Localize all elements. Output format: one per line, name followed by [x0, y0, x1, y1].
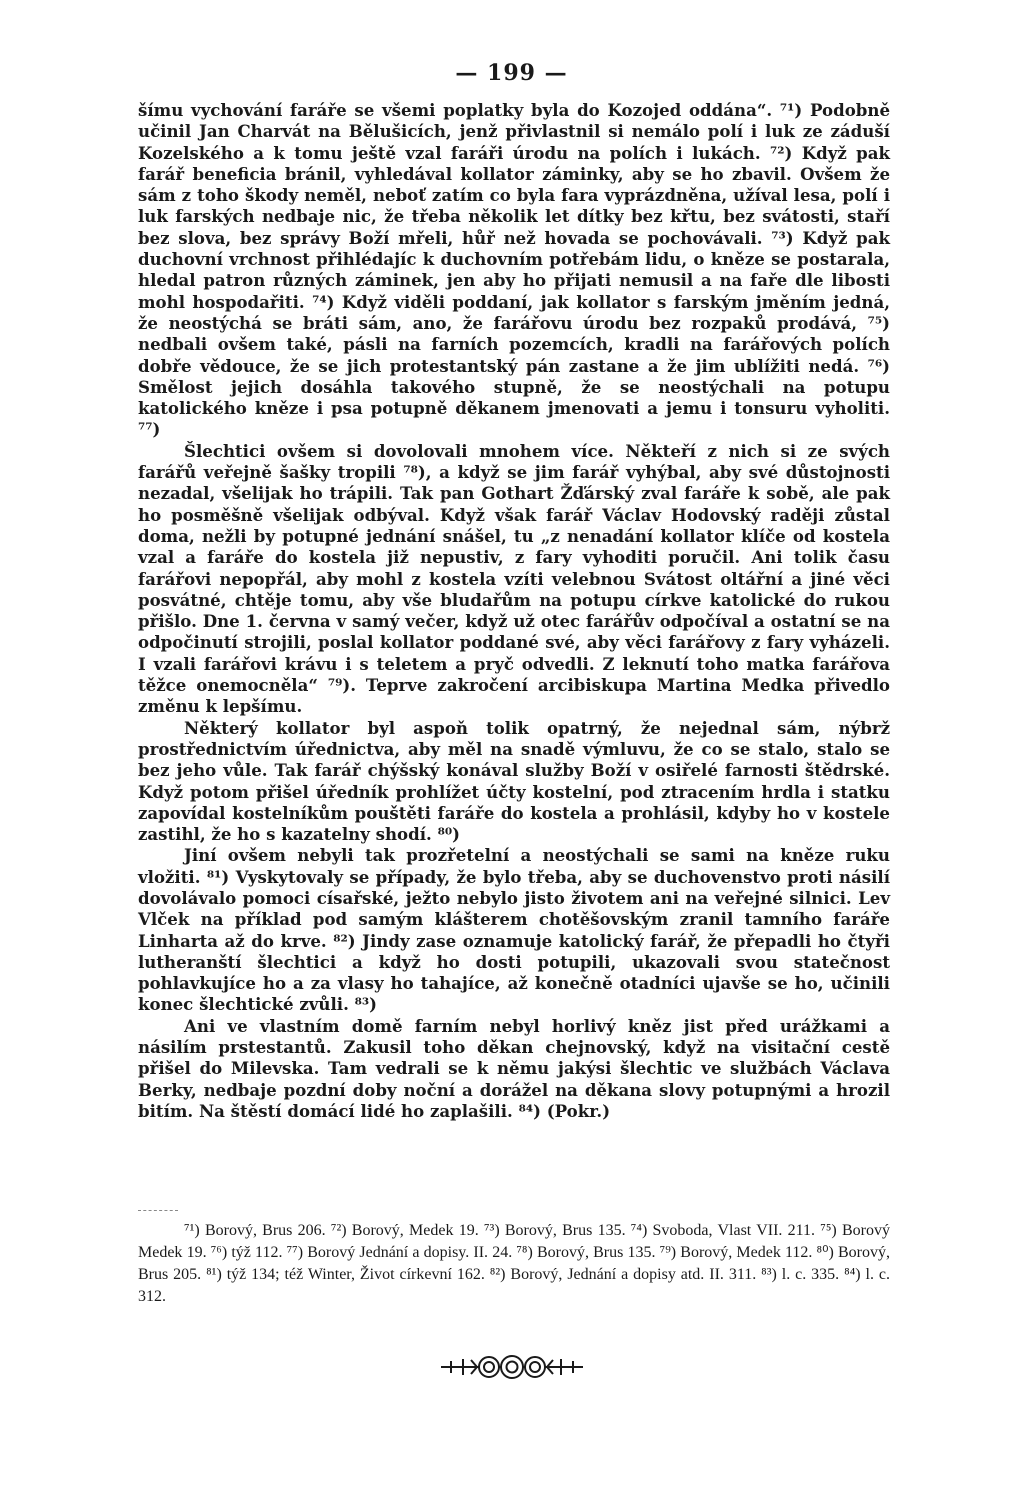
paragraph: Jiní ovšem nebyli tak prozřetelní a neostýchali se sami na kněze ruku vložiti. ⁸¹) Vyskytovaly se případy, že bylo třeba, aby se duchovenstvo proti násilí dovolávalo pomoci císařské, ježto nebylo jisto životem ani na veřejné silnici. Lev Vlček na příklad pod samým klášterem chotěšovským zranil tamního faráře Linharta až do krve. ⁸²) Jindy zase oznamuje katolický farář, že přepadli ho čtyři lutheranští šlechtici a když ho dosti potupili, ukazovali svou statečnost pohlavkujíce ho a za vlasy ho tahajíce, až konečně otadníci ujavše se ho, učinili konec šlechtické zvůli. ⁸³) — [138, 845, 890, 1015]
footnote-separator — [138, 1210, 178, 1211]
page-number: — 199 — — [455, 60, 568, 86]
footnote-text: ⁷¹) Borový, Brus 206. ⁷²) Borový, Medek 19. ⁷³) Borový, Brus 135. ⁷⁴) Svoboda, Vlast VII. 211. ⁷⁵) Borový Medek 19. ⁷⁶) týž 112. ⁷⁷) Borový Jednání a dopisy. II. 24. ⁷⁸) Borový, Brus 135. ⁷⁹) Borový, Medek 112. ⁸⁰) Borový, Brus 205. ⁸¹) týž 134; též Winter, Život církevní 162. ⁸²) Borový, Jednání a dopisy atd. II. 311. ⁸³) l. c. 335. ⁸⁴) l. c. 312. — [138, 1222, 890, 1305]
paragraph: šímu vychování faráře se všemi poplatky byla do Kozojed oddána“. ⁷¹) Podobně učinil Jan Charvát na Bělušicích, jenž přivlastnil si nemálo polí i luk ze záduší Kozelského a k tomu ještě vzal faráři úrodu na polích i lukách. ⁷²) Když pak farář beneficia bránil, vyhledával kollator záminky, aby se ho zbavil. Ovšem že sám z toho škody neměl, neboť zatím co byla fara vyprázdněna, užíval lesa, polí i luk farských nedbaje nic, že třeba několik let dítky bez křtu, bez svátosti, staří bez slova, bez správy Boží mřeli, hůř než hovada se pochovávali. ⁷³) Když pak duchovní vrchnost přihlédajíc k duchovním potřebám lidu, o kněze se postarala, hledal patron různých záminek, jen aby ho přijati nemusil a na faře dle libosti mohl hospodařiti. ⁷⁴) Když viděli poddaní, jak kollator s farským jměním jedná, že neostýchá se bráti sám, ano, že farářovu úrodu bez rozpaků prodává, ⁷⁵) nedbali ovšem také, pásli na farních pozemcích, kradli na farářových polích dobře vědouce, že se jich protestantský pán zastane a že jim ublížiti nedá. ⁷⁶) Smělost jejich dosáhla takového stupně, že se neostýchali na potupu katolického kněze i psa potupně děkanem jmenovati a jemu i tonsuru vyholiti. ⁷⁷) — [138, 100, 890, 440]
body-text — [138, 100, 890, 1122]
footnotes — [138, 1220, 890, 1308]
paragraph: Některý kollator byl aspoň tolik opatrný, že nejednal sám, nýbrž prostřednictvím úřednictva, aby měl na snadě výmluvu, že co se stalo, stalo se bez jeho vůle. Tak farář chýšský konával služby Boží v osiřelé farnosti štědrské. Když potom přišel úředník prohlížet účty kostelní, pod ztracením hrdla i statku zapovídal kostelníkům pouštěti faráře do kostela a prohlásil, kdyby ho v kostele zastihl, že ho s kazatelny shodí. ⁸⁰) — [138, 717, 890, 845]
paragraph: Ani ve vlastním domě farním nebyl horlivý kněz jist před urážkami a násilím prstestantů. Zakusil toho děkan chejnovský, když na visitační cestě přišel do Milevska. Tam vedrali se k němu jakýsi šlechtic ve službách Václava Berky, nedbaje pozdní doby noční a dorážel na děkana slovy potupnými a hrozil bitím. Na štěstí domácí lidé ho zaplašili. ⁸⁴) (Pokr.) — [138, 1015, 890, 1121]
paragraph: Šlechtici ovšem si dovolovali mnohem více. Někteří z nich si ze svých farářů veřejně šašky tropili ⁷⁸), a když se jim farář vyhýbal, aby své důstojnosti nezadal, všelijak ho trápili. Tak pan Gothart Žďárský zval faráře k sobě, ale pak ho posměšně všelijak odbýval. Když však farář Václav Hodovský raději zůstal doma, nežli by potupné jednání snášel, tu „z nenadání kollator klíče od kostela vzal a faráře do kostela již nepustiv, z fary vyhoditi poručil. Ani tolik času farářovi nepopřál, aby mohl z kostela vzíti velebnou Svátost oltářní a jiné věci posvátné, chtěje tomu, aby vše bludařům na potupu církve katolické do rukou přišlo. Dne 1. června v samý večer, když už otec farářův odpočíval a ostatní se na odpočinutí strojili, poslal kollator poddané své, aby věci farářovy z fary vyházeli. I vzali farářovi krávu i s teletem a pryč odvedli. Z leknutí toho matka farářova těžce onemocněla“ ⁷⁹). Teprve zakročení arcibiskupa Martina Medka přivedlo změnu k lepšímu. — [138, 440, 890, 717]
decorative-ornament-icon — [0, 1350, 1023, 1388]
